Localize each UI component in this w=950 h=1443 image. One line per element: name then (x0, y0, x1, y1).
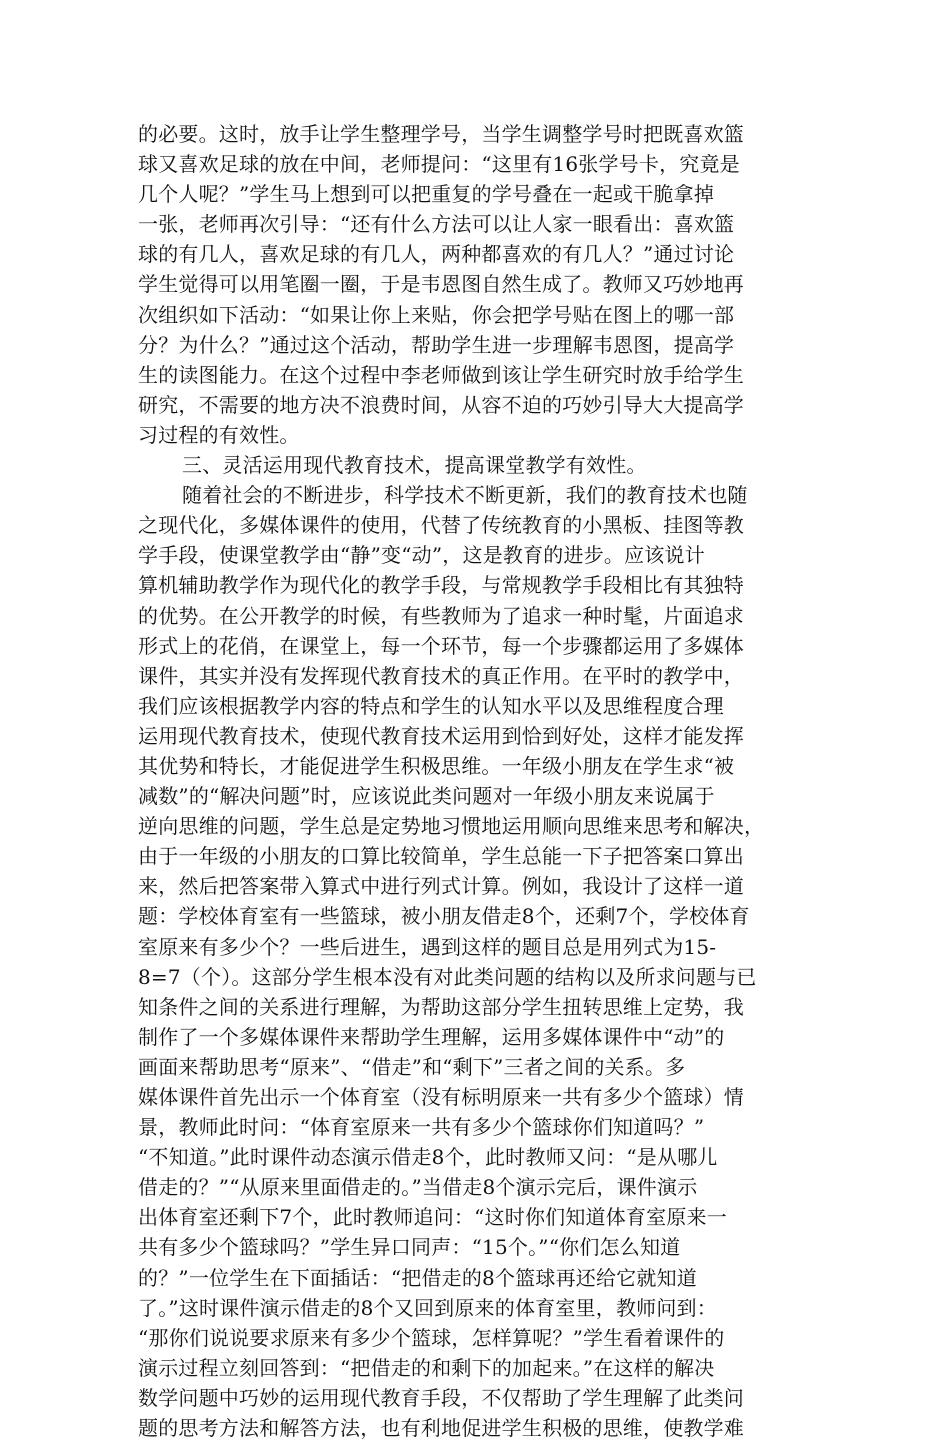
text-line: 来，然后把答案带入算式中进行列式计算。例如，我设计了这样一道 (138, 874, 744, 899)
text-line: 习过程的有效性。 (138, 422, 300, 447)
text-line: 研究，不需要的地方决不浪费时间，从容不迫的巧妙引导大大提高学 (138, 392, 744, 417)
text-line: 一张，老师再次引导：“还有什么方法可以让人家一眼看出：喜欢篮 (138, 212, 735, 237)
section-heading: 三、灵活运用现代教育技术，提高课堂教学有效性。 (182, 453, 647, 478)
text-line: 算机辅助教学作为现代化的教学手段，与常规教学手段相比有其独特 (138, 573, 744, 598)
text-line: 几个人呢？”学生马上想到可以把重复的学号叠在一起或干脆拿掉 (138, 182, 715, 207)
text-line: 的？”一位学生在下面插话：“把借走的8个篮球再还给它就知道 (138, 1265, 697, 1290)
text-line: 球的有几人，喜欢足球的有几人，两种都喜欢的有几人？”通过讨论 (138, 242, 735, 267)
text-line: 分？为什么？”通过这个活动，帮助学生进一步理解韦恩图，提高学 (138, 332, 735, 357)
text-line: 形式上的花俏，在课堂上，每一个环节，每一个步骤都运用了多媒体 (138, 633, 744, 658)
text-line: 其优势和特长，才能促进学生积极思维。一年级小朋友在学生求“被 (138, 753, 735, 778)
text-line: 数学问题中巧妙的运用现代教育手段，不仅帮助了学生理解了此类问 (138, 1385, 744, 1410)
text-line: 运用现代教育技术，使现代教育技术运用到恰到好处，这样才能发挥 (138, 723, 744, 748)
text-line: 共有多少个篮球吗？”学生异口同声：“15个。”“你们怎么知道 (138, 1235, 681, 1260)
text-line: 之现代化，多媒体课件的使用，代替了传统教育的小黑板、挂图等教 (138, 513, 744, 538)
text-line: 景，教师此时问：“体育室原来一共有多少个篮球你们知道吗？” (138, 1115, 705, 1140)
text-line: 题：学校体育室有一些篮球，被小朋友借走8个，还剩7个，学校体育 (138, 904, 750, 929)
text-line: 室原来有多少个？一些后进生，遇到这样的题目总是用列式为15- (138, 934, 717, 959)
text-line: 次组织如下活动：“如果让你上来贴，你会把学号贴在图上的哪一部 (138, 302, 735, 327)
text-line: 学手段，使课堂教学由“静”变“动”，这是教育的进步。应该说计 (138, 543, 705, 568)
document-body (138, 119, 818, 1443)
text-line: 球又喜欢足球的放在中间，老师提问：“这里有16张学号卡，究竟是 (138, 152, 740, 177)
text-line: 画面来帮助思考“原来”、“借走”和“剩下”三者之间的关系。多 (138, 1054, 686, 1079)
text-line: 的优势。在公开教学的时候，有些教师为了追求一种时髦，片面追求 (138, 603, 744, 628)
text-line: 由于一年级的小朋友的口算比较简单，学生总能一下子把答案口算出 (138, 844, 744, 869)
text-line: 逆向思维的问题，学生总是定势地习惯地运用顺向思维来思考和解决， (138, 814, 765, 839)
text-line: 我们应该根据教学内容的特点和学生的认知水平以及思维程度合理 (138, 693, 724, 718)
text-line: 了。”这时课件演示借走的8个又回到原来的体育室里，教师问到： (138, 1295, 717, 1320)
text-line: 制作了一个多媒体课件来帮助学生理解，运用多媒体课件中“动”的 (138, 1024, 725, 1049)
text-line: 题的思考方法和解答方法，也有利地促进学生积极的思维，使教学难 (138, 1416, 744, 1441)
text-line: 借走的？”“从原来里面借走的。”当借走8个演示完后，课件演示 (138, 1175, 698, 1200)
text-line: 的必要。这时，放手让学生整理学号，当学生调整学号时把既喜欢篮 (138, 122, 744, 146)
text-line: 减数”的“解决问题”时，应该说此类问题对一年级小朋友来说属于 (138, 784, 715, 809)
text-line: “那你们说说要求原来有多少个篮球，怎样算呢？”学生看着课件的 (138, 1325, 725, 1350)
paragraph-start: 随着社会的不断进步，科学技术不断更新，我们的教育技术也随 (182, 483, 748, 508)
text-line: 课件，其实并没有发挥现代教育技术的真正作用。在平时的教学中， (138, 663, 744, 688)
text-line: 演示过程立刻回答到：“把借走的和剩下的加起来。”在这样的解决 (138, 1355, 715, 1380)
text-line: 媒体课件首先出示一个体育室（没有标明原来一共有多少个篮球）情 (138, 1085, 744, 1109)
text-line: 出体育室还剩下7个，此时教师追问：“这时你们知道体育室原来一 (138, 1205, 727, 1230)
text-line: “不知道。”此时课件动态演示借走8个，此时教师又问：“是从哪儿 (138, 1145, 718, 1170)
text-line: 学生觉得可以用笔圈一圈，于是韦恩图自然生成了。教师又巧妙地再 (138, 272, 744, 297)
text-line: 知条件之间的关系进行理解，为帮助这部分学生扭转思维上定势，我 (138, 994, 744, 1019)
text-line: 8=7（个）。这部分学生根本没有对此类问题的结构以及所求问题与已 (138, 964, 757, 989)
text-line: 生的读图能力。在这个过程中李老师做到该让学生研究时放手给学生 (138, 362, 744, 387)
